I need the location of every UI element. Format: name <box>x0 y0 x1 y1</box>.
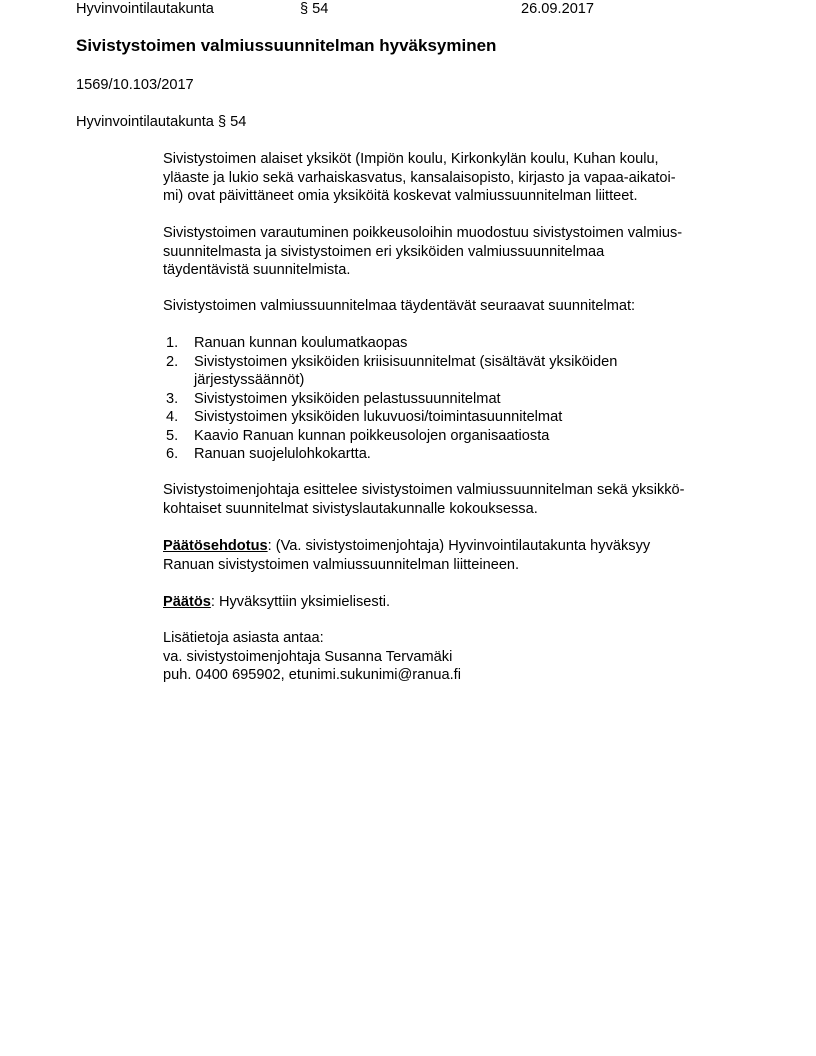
decision-proposal <box>163 537 650 574</box>
text-line: Sivistystoimenjohtaja esittelee sivistystoimen valmiussuunnitelman sekä yksikkö- <box>163 482 685 498</box>
proposal-label: Päätösehdotus <box>163 538 268 554</box>
paragraph-supplementary: Sivistystoimen valmiussuunnitelmaa täydentävät seuraavat suunnitelmat: <box>163 298 636 314</box>
contact-line: va. sivistystoimenjohtaja Susanna Tervamäki <box>163 648 453 665</box>
list-text: Sivistystoimen yksiköiden kriisisuunnitelmat (sisältävät yksiköiden <box>194 353 618 370</box>
plan-list <box>163 334 617 464</box>
decision-label: Päätös <box>163 594 211 610</box>
list-number: 1. <box>166 335 179 351</box>
list-item <box>163 445 617 464</box>
header-section: § 54 <box>300 1 329 17</box>
header-board: Hyvinvointilautakunta <box>76 1 214 17</box>
list-text: Sivistystoimen yksiköiden pelastussuunnitelmat <box>194 390 501 407</box>
proposal-text: Ranuan sivistystoimen valmiussuunnitelman liitteineen. <box>163 556 520 573</box>
header-date: 26.09.2017 <box>521 1 595 17</box>
paragraph-presentation <box>163 481 685 518</box>
record-number: 1569/10.103/2017 <box>76 77 194 93</box>
list-number: 6. <box>166 446 179 462</box>
decision <box>163 593 390 612</box>
list-item <box>163 353 617 390</box>
decision-text: : Hyväksyttiin yksimielisesti. <box>210 594 391 610</box>
contact-line: puh. 0400 695902, etunimi.sukunimi@ranua.fi <box>163 667 461 683</box>
board-section: Hyvinvointilautakunta § 54 <box>76 114 247 130</box>
list-number: 2. <box>166 353 179 370</box>
list-text: Kaavio Ranuan kunnan poikkeusolojen organisaatiosta <box>194 427 550 444</box>
document-title: Sivistystoimen valmiussuunnitelman hyväksyminen <box>76 36 497 55</box>
text-line: täydentävistä suunnitelmista. <box>163 262 351 278</box>
text-line: yläaste ja lukio sekä varhaiskasvatus, kansalaisopisto, kirjasto ja vapaa-aikatoi- <box>163 169 676 186</box>
text-line: Sivistystoimen alaiset yksiköt (Impiön koulu, Kirkonkylän koulu, Kuhan koulu, <box>163 151 659 167</box>
list-text: Ranuan kunnan koulumatkaopas <box>194 335 408 351</box>
list-text: Ranuan suojelulohkokartta. <box>194 446 371 462</box>
list-number: 4. <box>166 409 179 425</box>
text-line: kohtaiset suunnitelmat sivistyslautakunnalle kokouksessa. <box>163 500 538 517</box>
proposal-text: : (Va. sivistystoimenjohtaja) Hyvinvointilautakunta hyväksyy <box>267 538 651 554</box>
contact-line: Lisätietoja asiasta antaa: <box>163 630 324 646</box>
contact-info <box>163 629 461 685</box>
text-line: Sivistystoimen varautuminen poikkeusoloihin muodostuu sivistystoimen valmius- <box>163 225 683 241</box>
list-text: järjestyssäännöt) <box>194 372 305 388</box>
paragraph-units <box>163 150 676 206</box>
list-text: Sivistystoimen yksiköiden lukuvuosi/toimintasuunnitelmat <box>194 409 563 425</box>
list-number: 3. <box>166 390 179 407</box>
list-item <box>163 408 617 427</box>
list-item <box>163 390 617 409</box>
paragraph-preparedness <box>163 224 682 280</box>
text-line: mi) ovat päivittäneet omia yksiköitä koskevat valmiussuunnitelman liitteet. <box>163 188 638 204</box>
list-item <box>163 427 617 446</box>
list-number: 5. <box>166 427 179 444</box>
text-line: suunnitelmasta ja sivistystoimen eri yksiköiden valmiussuunnitelmaa <box>163 243 605 260</box>
list-item <box>163 334 617 353</box>
